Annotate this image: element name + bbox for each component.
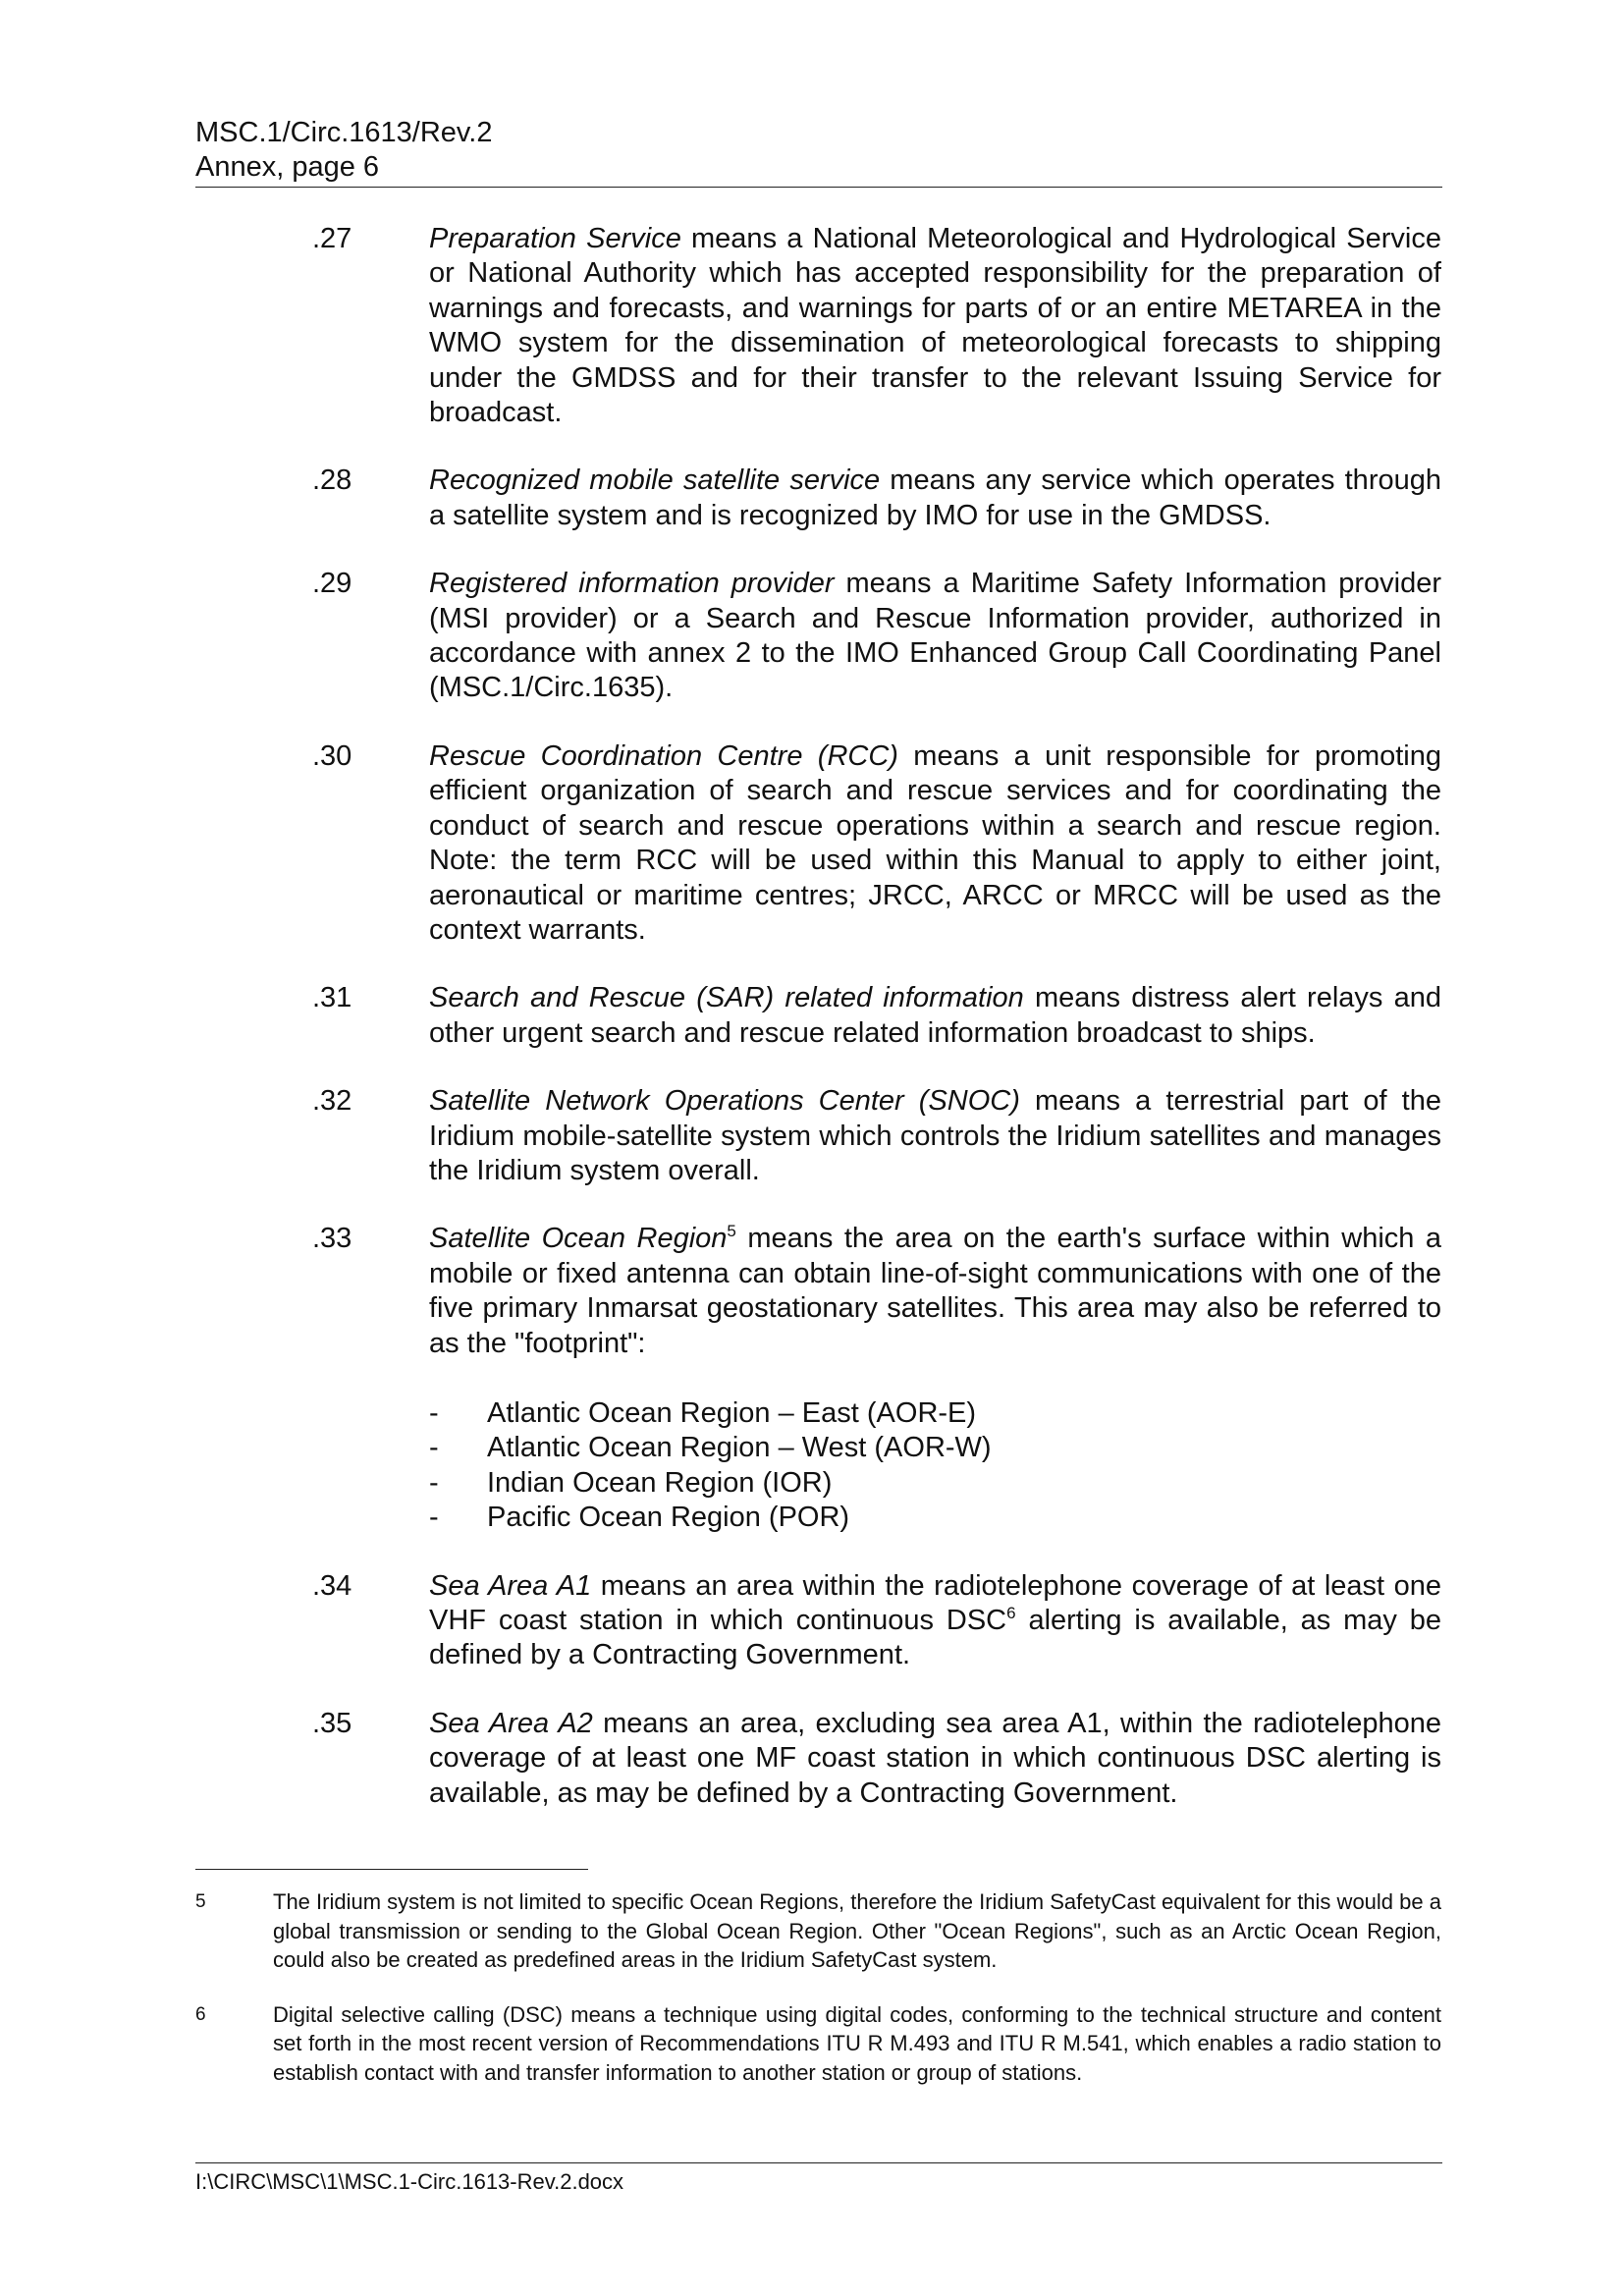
definition-number: .28 <box>312 465 352 497</box>
footnote-number: 6 <box>195 2003 206 2025</box>
page-label: Annex, page 6 <box>195 151 380 183</box>
definition-item <box>312 1084 1441 1188</box>
definition-term: Preparation Service <box>429 223 681 254</box>
definition-text <box>429 739 1441 948</box>
definitions-list <box>312 222 1441 1844</box>
definition-body-continued: alerting is available, as may be defined by a Contracting Government. <box>429 1605 1441 1671</box>
definition-body: means a terrestrial part of the Iridium mobile-satellite system which controls the Iridium satellites and manages the Iridium system overall. <box>429 1085 1441 1186</box>
definition-number: .34 <box>312 1569 352 1602</box>
definition-body: means a Maritime Safety Information provider (MSI provider) or a Search and Rescue Information provider, authorized in accordance with annex 2 to the IMO Enhanced Group Call Coordinating Panel (MSC.1/Circ.1635). <box>429 568 1441 704</box>
definition-text <box>429 567 1441 706</box>
footnote-ref: 6 <box>1006 1604 1016 1622</box>
definition-text <box>429 1084 1441 1188</box>
definition-term: Sea Area A1 <box>429 1569 592 1602</box>
definition-term: Satellite Ocean Region <box>429 1223 728 1255</box>
header-rule <box>195 187 1442 188</box>
definition-number: .35 <box>312 1707 352 1739</box>
definition-item <box>312 1569 1441 1673</box>
definition-number: .33 <box>312 1223 352 1255</box>
footer-rule <box>195 2162 1442 2163</box>
footnote <box>195 2000 1441 2088</box>
definition-number: .30 <box>312 739 352 772</box>
footnote-text: The Iridium system is not limited to specific Ocean Regions, therefore the Iridium SafetyCast equivalent for this would be a global transmission or sending to the Global Ocean Region. Other "Ocean Regions", such as an Arctic Ocean Region, could also be created as predefined areas in the Iridium SafetyCast system. <box>273 1889 1441 1972</box>
definition-text <box>429 464 1441 533</box>
definition-item <box>312 1707 1441 1811</box>
definition-body: means an area within the radiotelephone coverage of at least one VHF coast station in which continuous DSC <box>429 1569 1442 1636</box>
definition-text <box>429 981 1441 1051</box>
definition-body: means a National Meteorological and Hydrological Service or National Authority which has accepted responsibility for the preparation of warnings and forecasts, and warnings for parts of or an entire METAREA in the WMO system for the dissemination of meteorological forecasts to shipping under the GMDSS and for their transfer to the relevant Issuing Service for broadcast. <box>429 223 1441 429</box>
list-bullet: - <box>429 1466 439 1499</box>
page-header <box>195 116 492 185</box>
definition-text <box>429 1569 1441 1673</box>
footnote-number: 5 <box>195 1891 206 1912</box>
definition-number: .27 <box>312 223 352 254</box>
footer-file-path: I:\CIRC\MSC\1\MSC.1-Circ.1613-Rev.2.docx <box>195 2169 624 2194</box>
definition-term: Sea Area A2 <box>429 1707 593 1739</box>
list-item <box>429 1466 1441 1501</box>
footnote <box>195 1887 1441 1975</box>
list-item-text: Atlantic Ocean Region – East (AOR-E) <box>487 1396 977 1429</box>
definition-body: means any service which operates through a satellite system and is recognized by IMO for use in the GMDSS. <box>429 465 1441 531</box>
list-item-text: Indian Ocean Region (IOR) <box>487 1466 833 1499</box>
definition-term: Search and Rescue (SAR) related information <box>429 982 1024 1014</box>
list-bullet: - <box>429 1432 439 1464</box>
definition-term: Registered information provider <box>429 568 835 600</box>
definition-item <box>312 464 1441 533</box>
definition-number: .32 <box>312 1085 352 1118</box>
definition-text <box>429 1222 1441 1535</box>
list-item-text: Pacific Ocean Region (POR) <box>487 1502 850 1534</box>
definition-body: means an area, excluding sea area A1, within the radiotelephone coverage of at least one MF coast station in which continuous DSC alerting is available, as may be defined by a Contracting Government. <box>429 1707 1441 1809</box>
definition-item <box>312 1222 1441 1535</box>
definition-term: Rescue Coordination Centre (RCC) <box>429 739 898 772</box>
list-bullet: - <box>429 1396 439 1429</box>
footnotes <box>195 1887 1441 2112</box>
ocean-region-list <box>429 1396 1441 1536</box>
definition-term: Satellite Network Operations Center (SNOC) <box>429 1085 1020 1118</box>
definition-body: means a unit responsible for promoting efficient organization of search and rescue services and for coordinating the conduct of search and rescue operations within a search and rescue region. Note: the term RCC will be used within this Manual to apply to either joint, aeronautical or maritime centres; JRCC, ARCC or MRCC will be used as the context warrants. <box>429 739 1441 946</box>
definition-body: means distress alert relays and other urgent search and rescue related information broadcast to ships. <box>429 982 1441 1049</box>
definition-item <box>312 222 1441 430</box>
list-bullet: - <box>429 1502 439 1534</box>
list-item <box>429 1396 1441 1431</box>
definition-number: .31 <box>312 982 352 1014</box>
footnote-separator <box>195 1869 588 1870</box>
definition-term: Recognized mobile satellite service <box>429 465 881 497</box>
list-item <box>429 1501 1441 1535</box>
doc-reference: MSC.1/Circ.1613/Rev.2 <box>195 117 493 148</box>
definition-item <box>312 981 1441 1051</box>
definition-text <box>429 1707 1441 1811</box>
definition-item <box>312 567 1441 706</box>
definition-body: means the area on the earth's surface within which a mobile or fixed antenna can obtain line-of-sight communications with one of the five primary Inmarsat geostationary satellites. This area may also be referred to as the "footprint": <box>429 1223 1441 1359</box>
footnote-ref: 5 <box>727 1222 736 1241</box>
list-item-text: Atlantic Ocean Region – West (AOR-W) <box>487 1432 992 1464</box>
list-item <box>429 1431 1441 1465</box>
definition-number: .29 <box>312 568 352 600</box>
definition-item <box>312 739 1441 948</box>
definition-text <box>429 222 1441 430</box>
footnote-text: Digital selective calling (DSC) means a technique using digital codes, conforming to the technical structure and content set forth in the most recent version of Recommendations ITU R M.493 and ITU R M.541, which enables a radio station to establish contact with and transfer information to another station or group of stations. <box>273 2001 1441 2085</box>
